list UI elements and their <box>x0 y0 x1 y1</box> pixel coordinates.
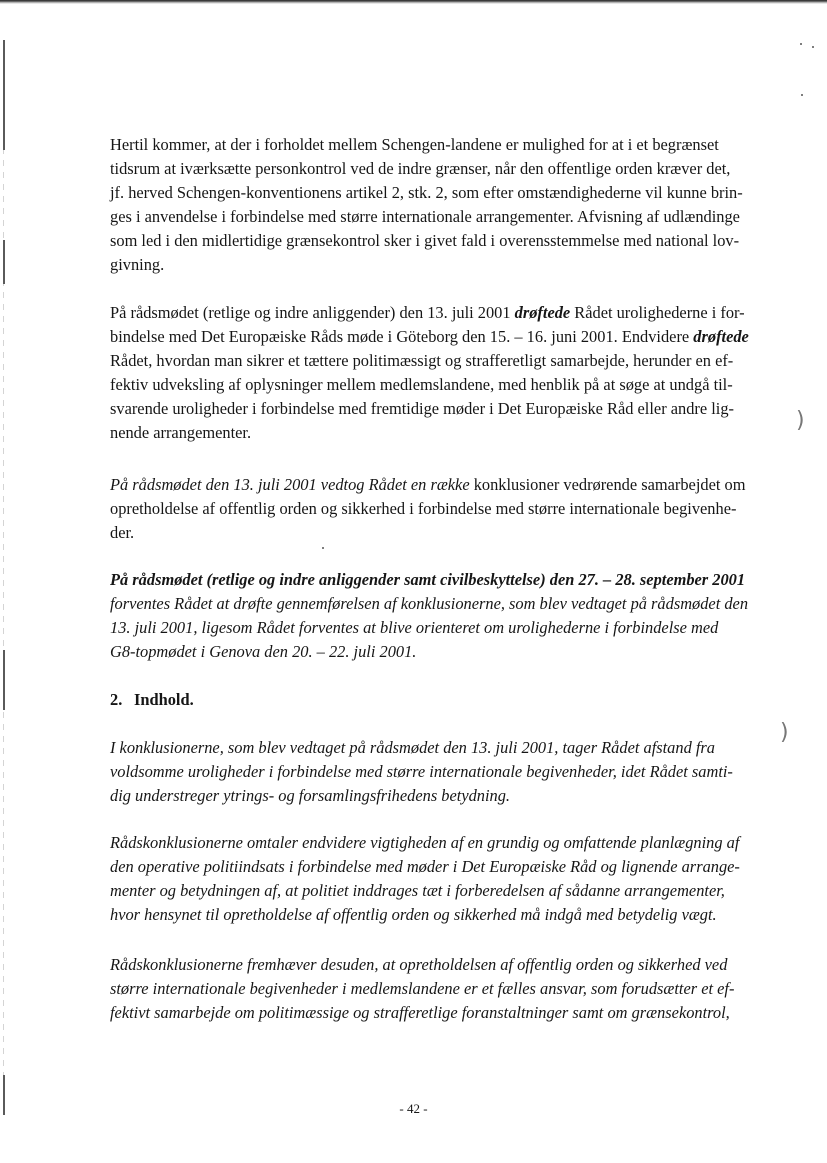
scan-speck <box>800 43 802 45</box>
scan-speck <box>801 94 803 96</box>
paragraph-council-discussion <box>110 301 770 445</box>
emphasis: drøftede <box>693 327 749 346</box>
text-line <box>110 325 770 349</box>
text-line: Rådskonklusionerne fremhæver desuden, at opretholdelsen af offentlig orden og sikkerhed ved <box>110 955 728 974</box>
text-line: der. <box>110 523 135 542</box>
scan-speck <box>812 46 814 48</box>
text-line: svarende uroligheder i forbindelse med fremtidige møder i Det Europæiske Råd eller andre lig- <box>110 399 735 418</box>
paragraph-content-1 <box>110 736 770 808</box>
text-line: Rådskonklusionerne omtaler endvidere vigtigheden af en grundig og omfattende planlægning af <box>110 833 740 852</box>
text-line: større internationale begivenheder i medlemslandene er et fælles ansvar, som forudsætter et ef- <box>110 979 735 998</box>
text-line: forventes Rådet at drøfte gennemførelsen af konklusionerne, som blev vedtaget på rådsmødet den <box>110 594 749 613</box>
text-line: 13. juli 2001, ligesom Rådet forventes at blive orienteret om urolighederne i forbindelse med <box>110 618 719 637</box>
paragraph-schengen-control <box>110 133 770 277</box>
text-line: Rådet, hvordan man sikrer et tættere politimæssigt og strafferetligt samarbejde, herunder en ef- <box>110 351 734 370</box>
text-line: G8-topmødet i Genova den 20. – 22. juli 2001. <box>110 642 417 661</box>
text-span: bindelse med Det Europæiske Råds møde i Göteborg den 15. – 16. juni 2001. Endvidere <box>110 327 694 346</box>
scan-left-mark <box>3 650 5 710</box>
text-line <box>110 301 770 325</box>
text-line: voldsomme uroligheder i forbindelse med større internationale begivenheder, idet Rådet samti- <box>110 762 733 781</box>
text-line: menter og betydningen af, at politiet inddrages tæt i forberedelsen af sådanne arrangementer, <box>110 881 725 900</box>
text-line: givning. <box>110 255 165 274</box>
section-heading-text <box>110 688 770 712</box>
text-line: I konklusionerne, som blev vedtaget på rådsmødet den 13. juli 2001, tager Rådet afstand fra <box>110 738 715 757</box>
text-line <box>110 473 770 497</box>
text-line: dig understreger ytrings- og forsamlingsfrihedens betydning. <box>110 786 511 805</box>
text-line: tidsrum at iværksætte personkontrol ved de indre grænser, når den offentlige orden kræver det, <box>110 159 731 178</box>
scan-left-mark <box>3 40 5 150</box>
paragraph-september-meeting <box>110 568 770 664</box>
text-line: Hertil kommer, at der i forholdet mellem Schengen-landene er mulighed for at i et begrænset <box>110 135 719 154</box>
scan-left-edge <box>3 40 4 1120</box>
scan-speck <box>322 547 324 549</box>
scan-top-border <box>0 0 827 4</box>
text-span: konklusioner vedrørende samarbejdet om <box>469 475 746 494</box>
paragraph-content-2 <box>110 831 770 927</box>
text-line: fektiv udveksling af oplysninger mellem medlemslandene, med henblik på at søge at undgå til- <box>110 375 733 394</box>
text-line: jf. herved Schengen-konventionens artikel 2, stk. 2, som efter omstændighederne vil kunne brin- <box>110 183 743 202</box>
text-line: den operative politiindsats i forbindelse med møder i Det Europæiske Råd og lignende arrange- <box>110 857 740 876</box>
text-span: Rådet urolighederne i for- <box>570 303 745 322</box>
text-line: fektivt samarbejde om politimæssige og strafferetlige foranstaltninger samt om grænsekontrol, <box>110 1003 730 1022</box>
text-line: hvor hensynet til opretholdelse af offentlig orden og sikkerhed må indgå med betydelig vægt. <box>110 905 717 924</box>
scan-left-mark <box>3 240 5 284</box>
paragraph-content-3 <box>110 953 770 1025</box>
margin-bracket-mark: ) <box>780 720 789 745</box>
section-number: 2. <box>110 690 123 709</box>
text-line: nende arrangementer. <box>110 423 252 442</box>
text-line: som led i den midlertidige grænsekontrol sker i givet fald i overensstemmelse med national lov- <box>110 231 740 250</box>
emphasis: drøftede <box>514 303 571 322</box>
text-line: På rådsmødet (retlige og indre anliggender samt civilbeskyttelse) den 27. – 28. september 2001 <box>110 570 746 589</box>
text-line: opretholdelse af offentlig orden og sikkerhed i forbindelse med større internationale begivenhe- <box>110 499 737 518</box>
text-span: På rådsmødet (retlige og indre anliggender) den 13. juli 2001 <box>110 303 515 322</box>
italic-span: På rådsmødet den 13. juli 2001 vedtog Rådet en række <box>110 475 470 494</box>
paragraph-council-conclusions <box>110 473 770 545</box>
section-title: Indhold. <box>134 690 194 709</box>
text-line: ges i anvendelse i forbindelse med større internationale arrangementer. Afvisning af udlændinge <box>110 207 740 226</box>
page-number: - 42 - <box>399 1101 428 1116</box>
section-heading <box>110 688 770 712</box>
margin-bracket-mark: ) <box>796 408 805 433</box>
